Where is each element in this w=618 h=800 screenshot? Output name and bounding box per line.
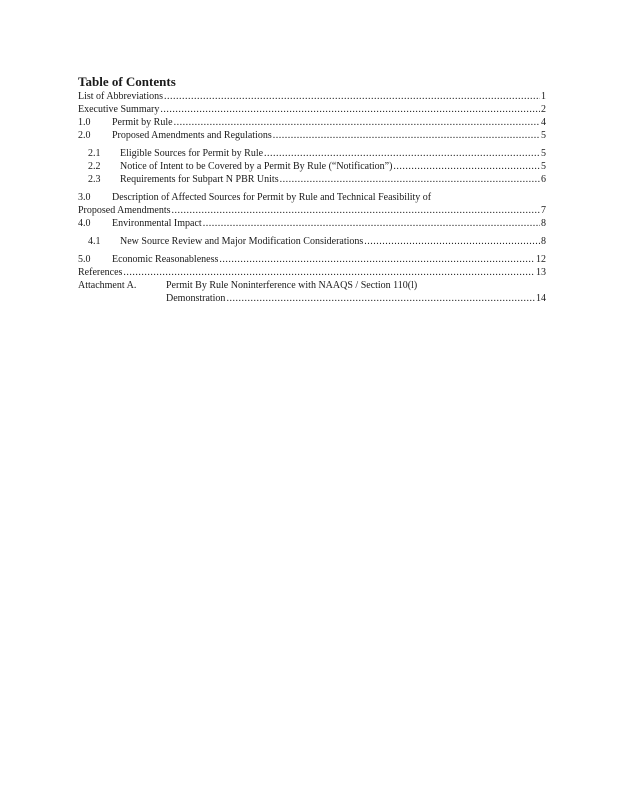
toc-entry-label: Executive Summary — [78, 104, 160, 115]
toc-entry-label-continued: Demonstration — [166, 293, 226, 304]
toc-entry-label: Permit by Rule — [112, 117, 173, 128]
toc-entry-page: 2 — [541, 104, 546, 115]
toc-entry-2-2[interactable] — [78, 160, 546, 173]
toc-entry-references[interactable] — [78, 266, 546, 279]
toc-entry-label: Proposed Amendments and Regulations — [112, 130, 272, 141]
toc-entry-attachment-a-line2[interactable] — [78, 292, 546, 305]
toc-entry-label: Notice of Intent to be Covered by a Permit By Rule (“Notification”) — [120, 161, 393, 172]
toc-entry-number: Attachment A. — [78, 280, 137, 291]
dot-leader — [264, 147, 540, 160]
dot-leader — [226, 292, 535, 305]
toc-entry-label: Permit By Rule Noninterference with NAAQS / Section 110(l) — [166, 280, 418, 291]
toc-entry-page: 8 — [541, 236, 546, 247]
dot-leader — [160, 103, 540, 116]
toc-entry-attachment-a-line1[interactable] — [78, 279, 546, 292]
dot-leader — [364, 235, 540, 248]
toc-entry-page: 1 — [541, 91, 546, 102]
toc-title: Table of Contents — [78, 74, 176, 89]
toc-entry-3-0-line1[interactable] — [78, 191, 546, 204]
toc-entry-number: 2.1 — [88, 148, 101, 159]
dot-leader — [174, 116, 540, 129]
toc-entry-number: 4.0 — [78, 218, 91, 229]
toc-entry-label-continued: Proposed Amendments — [78, 205, 171, 216]
dot-leader — [123, 266, 535, 279]
toc-entry-number: 2.0 — [78, 130, 91, 141]
toc-entry-list-of-abbreviations[interactable] — [78, 90, 546, 103]
dot-leader — [273, 129, 540, 142]
toc-entry-label: References — [78, 267, 123, 278]
toc-entry-number: 4.1 — [88, 236, 101, 247]
dot-leader — [164, 90, 540, 103]
toc-entry-2-3[interactable] — [78, 173, 546, 186]
toc-entry-label: List of Abbreviations — [78, 91, 163, 102]
toc-entry-page: 5 — [541, 148, 546, 159]
toc-entry-label: Description of Affected Sources for Permit by Rule and Technical Feasibility of — [112, 192, 432, 203]
toc-entry-page: 5 — [541, 130, 546, 141]
toc-entry-1-0[interactable] — [78, 116, 546, 129]
toc-entry-5-0[interactable] — [78, 253, 546, 266]
toc-entry-number: 2.2 — [88, 161, 101, 172]
toc-entry-number: 2.3 — [88, 174, 101, 185]
toc-entry-page: 4 — [541, 117, 546, 128]
toc-entry-4-1[interactable] — [78, 235, 546, 248]
dot-leader — [393, 160, 540, 173]
toc-entry-label: Requirements for Subpart N PBR Units — [120, 174, 279, 185]
dot-leader — [203, 217, 540, 230]
toc-entry-4-0[interactable] — [78, 217, 546, 230]
toc-entry-number: 3.0 — [78, 192, 91, 203]
dot-leader — [219, 253, 535, 266]
toc-entry-number: 1.0 — [78, 117, 91, 128]
toc-entry-page: 8 — [541, 218, 546, 229]
toc-entry-page: 6 — [541, 174, 546, 185]
toc-entry-number: 5.0 — [78, 254, 91, 265]
toc-entry-2-1[interactable] — [78, 147, 546, 160]
toc-entry-executive-summary[interactable] — [78, 103, 546, 116]
toc-entry-label: Economic Reasonableness — [112, 254, 219, 265]
toc-entry-page: 13 — [536, 267, 546, 278]
toc-entry-page: 14 — [536, 293, 546, 304]
toc-entry-page: 5 — [541, 161, 546, 172]
toc-entry-2-0[interactable] — [78, 129, 546, 142]
dot-leader — [172, 204, 541, 217]
toc-entry-label: Environmental Impact — [112, 218, 202, 229]
table-of-contents — [78, 74, 546, 305]
toc-entry-page: 7 — [541, 205, 546, 216]
toc-entry-page: 12 — [536, 254, 546, 265]
dot-leader — [280, 173, 540, 186]
toc-entry-3-0-line2[interactable] — [78, 204, 546, 217]
toc-entry-label: New Source Review and Major Modification Considerations — [120, 236, 364, 247]
toc-entry-label: Eligible Sources for Permit by Rule — [120, 148, 264, 159]
